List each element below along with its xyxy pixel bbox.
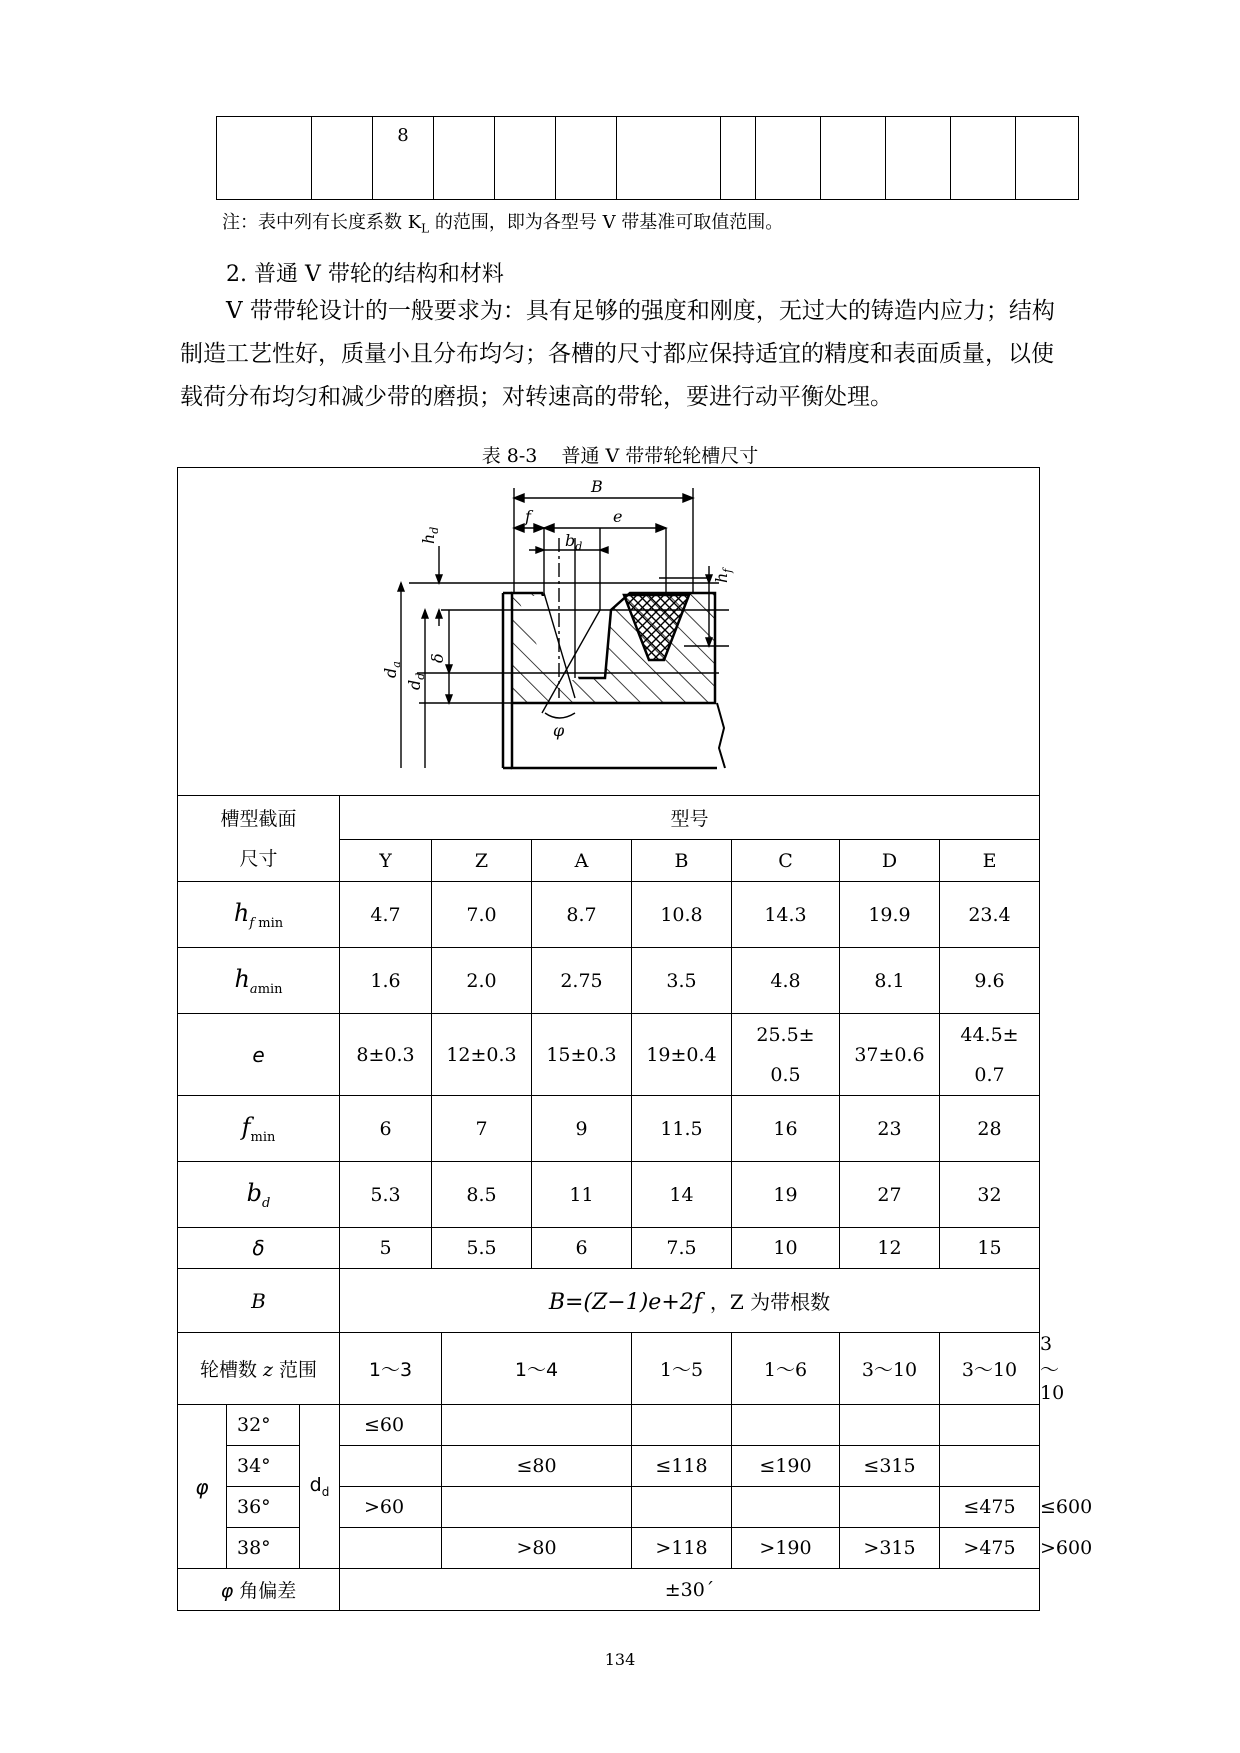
type-header: D	[840, 840, 940, 882]
row-label-delta: δ	[178, 1228, 340, 1269]
top-cell	[1016, 117, 1079, 200]
cell: 8.1	[840, 948, 940, 1014]
header-type-cell: 型号	[340, 796, 1040, 840]
cell: 15	[940, 1228, 1040, 1269]
row-label-ha: $h_{amin}$	[178, 948, 340, 1014]
section-heading: 2. 普通 V 带轮的结构和材料	[226, 262, 504, 287]
row-label-e: e	[178, 1014, 340, 1096]
cell: 1～6	[732, 1333, 840, 1405]
type-header: C	[732, 840, 840, 882]
label-delta: δ	[427, 653, 447, 663]
type-header: B	[632, 840, 732, 882]
label-bd: $b_d$	[564, 531, 582, 553]
cell: ≤60	[340, 1405, 442, 1446]
angle-cell: 38°	[227, 1528, 300, 1569]
top-cell	[495, 117, 556, 200]
cell	[940, 1446, 1040, 1487]
cell: 11.5	[632, 1096, 732, 1162]
row-label-hf: $h_{f min}$	[178, 882, 340, 948]
cell: 5	[340, 1228, 432, 1269]
cell: ±30´	[340, 1569, 1040, 1611]
angle-cell: 34°	[227, 1446, 300, 1487]
cell: 8±0.3	[340, 1014, 432, 1096]
cell: 7	[432, 1096, 532, 1162]
type-header: Z	[432, 840, 532, 882]
cell: 8.7	[532, 882, 632, 948]
groove-dimension-table: B f e $b_d$ $h_d$ $h_f$ $d_a$ $d_d$ δ φ 槽型截面 尺寸 型号 Y Z A B C D E $h_{f min}$ 4.7 7.0 8.7 10.8 14.3 19.9 23.4 $h_{amin}$ 1.6 2.0 2.75 3.5 4.8 8.1 9.6 e 8±0.3 12±0.3 15±0.3 19±0.4 25.5± 0.5 37±0.6 44.5± 0.7 $f_{min}$ 6 7 9 11.5 16 23 28 $b_d$ 5.3 8.5 11 14 19 27 32 δ 5 5.5 6 7.5 10 12 15 B B=(Z−1)e+2f ，Z 为带根数 轮槽数 z 范围 1～3 1～4 1～5 1～6 3～10 3～10 3～10 φ 32° $d_d$ ≤60 34° ≤80 ≤118 ≤190 ≤315 36° >60 ≤475 ≤600 38° >80 >118 >190 >315 >475 >600 φ 角偏差 ±30´	[177, 467, 1040, 1611]
cell: 15±0.3	[532, 1014, 632, 1096]
top-cell	[617, 117, 721, 200]
label-phi: φ	[552, 721, 564, 740]
row-label-z: 轮槽数 z 范围	[178, 1333, 340, 1405]
top-cell-value: 8	[373, 117, 434, 200]
type-header: Y	[340, 840, 432, 882]
cell: 16	[732, 1096, 840, 1162]
cell: 3.5	[632, 948, 732, 1014]
top-cell	[886, 117, 951, 200]
cell: 32	[940, 1162, 1040, 1228]
header-label: 槽型截面	[220, 807, 297, 830]
cell: ≤475	[940, 1487, 1040, 1528]
cell: 5.5	[432, 1228, 532, 1269]
cell: 7.0	[432, 882, 532, 948]
row-label-phi-deviation: φ 角偏差	[178, 1569, 340, 1611]
paragraph-line: V 带带轮设计的一般要求为：具有足够的强度和刚度，无过大的铸造内应力；结构	[226, 298, 1055, 324]
top-cell	[312, 117, 373, 200]
cell	[840, 1405, 940, 1446]
row-label-bd: $b_d$	[178, 1162, 340, 1228]
type-header: E	[940, 840, 1040, 882]
page-number: 134	[604, 1650, 636, 1669]
cell: 3～10	[940, 1333, 1040, 1405]
cell: >118	[632, 1528, 732, 1569]
cell: 1.6	[340, 948, 432, 1014]
cell: >315	[840, 1528, 940, 1569]
table-caption: 表 8-3 普通 V 带带轮轮槽尺寸	[481, 445, 759, 467]
cell: 9.6	[940, 948, 1040, 1014]
cell	[940, 1405, 1040, 1446]
cell: 27	[840, 1162, 940, 1228]
top-cell	[721, 117, 756, 200]
header-label: 尺寸	[239, 847, 278, 870]
cell: 23.4	[940, 882, 1040, 948]
cell: 8.5	[432, 1162, 532, 1228]
paragraph-line: 载荷分布均匀和减少带的磨损；对转速高的带轮，要进行动平衡处理。	[180, 384, 893, 410]
cell	[632, 1405, 732, 1446]
cell: 5.3	[340, 1162, 432, 1228]
cell: 28	[940, 1096, 1040, 1162]
cell: 7.5	[632, 1228, 732, 1269]
top-partial-table	[216, 116, 1079, 200]
row-label-f: $f_{min}$	[178, 1096, 340, 1162]
cell: 12	[840, 1228, 940, 1269]
header-dimension-cell	[178, 796, 340, 882]
dd-label: $d_d$	[300, 1405, 340, 1569]
paragraph-line: 制造工艺性好，质量小且分布均匀；各槽的尺寸都应保持适宜的精度和表面质量，以使	[180, 341, 1054, 367]
cell	[632, 1487, 732, 1528]
cell	[442, 1405, 632, 1446]
label-f: f	[524, 507, 531, 526]
label-da: $d_a$	[380, 661, 403, 678]
cell: 37±0.6	[840, 1014, 940, 1096]
cell: 10	[732, 1228, 840, 1269]
row-label-phi: φ	[178, 1405, 227, 1569]
formula-cell: B=(Z−1)e+2f ，Z 为带根数	[340, 1269, 1040, 1333]
label-e: e	[612, 507, 622, 526]
label-hf: $h_f$	[711, 568, 734, 583]
cell: 4.7	[340, 882, 432, 948]
cell	[840, 1487, 940, 1528]
cell: >60	[340, 1487, 442, 1528]
cell	[340, 1446, 442, 1487]
cell: 19±0.4	[632, 1014, 732, 1096]
cell: 14	[632, 1162, 732, 1228]
table-note: 注：表中列有长度系数 $K_L$ 的范围，即为各型号 V 带基准可取值范围。	[222, 212, 784, 236]
cell: 6	[532, 1228, 632, 1269]
cell: 2.0	[432, 948, 532, 1014]
cell: 1～5	[632, 1333, 732, 1405]
cell: ≤118	[632, 1446, 732, 1487]
cell: ≤80	[442, 1446, 632, 1487]
cell: 12±0.3	[432, 1014, 532, 1096]
cell: 4.8	[732, 948, 840, 1014]
cell: 19	[732, 1162, 840, 1228]
type-header: A	[532, 840, 632, 882]
cell: 19.9	[840, 882, 940, 948]
cell: 1～4	[442, 1333, 632, 1405]
cell: 3～10	[840, 1333, 940, 1405]
cell: >80	[442, 1528, 632, 1569]
top-cell	[951, 117, 1016, 200]
top-cell	[821, 117, 886, 200]
top-cell	[556, 117, 617, 200]
cell: 10.8	[632, 882, 732, 948]
figure-cell	[178, 468, 1040, 796]
cell: 14.3	[732, 882, 840, 948]
cell: >190	[732, 1528, 840, 1569]
top-cell	[434, 117, 495, 200]
label-B: B	[590, 477, 603, 496]
pulley-body	[503, 593, 725, 768]
row-label-B: B	[178, 1269, 340, 1333]
cell: 9	[532, 1096, 632, 1162]
body-paragraph	[180, 290, 1120, 419]
angle-cell: 36°	[227, 1487, 300, 1528]
cell: ≤190	[732, 1446, 840, 1487]
cell	[442, 1487, 632, 1528]
cell: 44.5± 0.7	[940, 1014, 1040, 1096]
cell: >475	[940, 1528, 1040, 1569]
cell: 6	[340, 1096, 432, 1162]
top-cell	[217, 117, 312, 200]
top-cell	[756, 117, 821, 200]
cell	[340, 1528, 442, 1569]
label-hd: $h_d$	[418, 526, 441, 544]
cell: 23	[840, 1096, 940, 1162]
cell: 1～3	[340, 1333, 442, 1405]
angle-cell: 32°	[227, 1405, 300, 1446]
cell: 2.75	[532, 948, 632, 1014]
cell: ≤315	[840, 1446, 940, 1487]
pulley-groove-diagram	[179, 468, 1039, 790]
label-dd: $d_d$	[404, 672, 427, 690]
cell	[732, 1405, 840, 1446]
cell: 25.5± 0.5	[732, 1014, 840, 1096]
cell	[732, 1487, 840, 1528]
cell: 11	[532, 1162, 632, 1228]
